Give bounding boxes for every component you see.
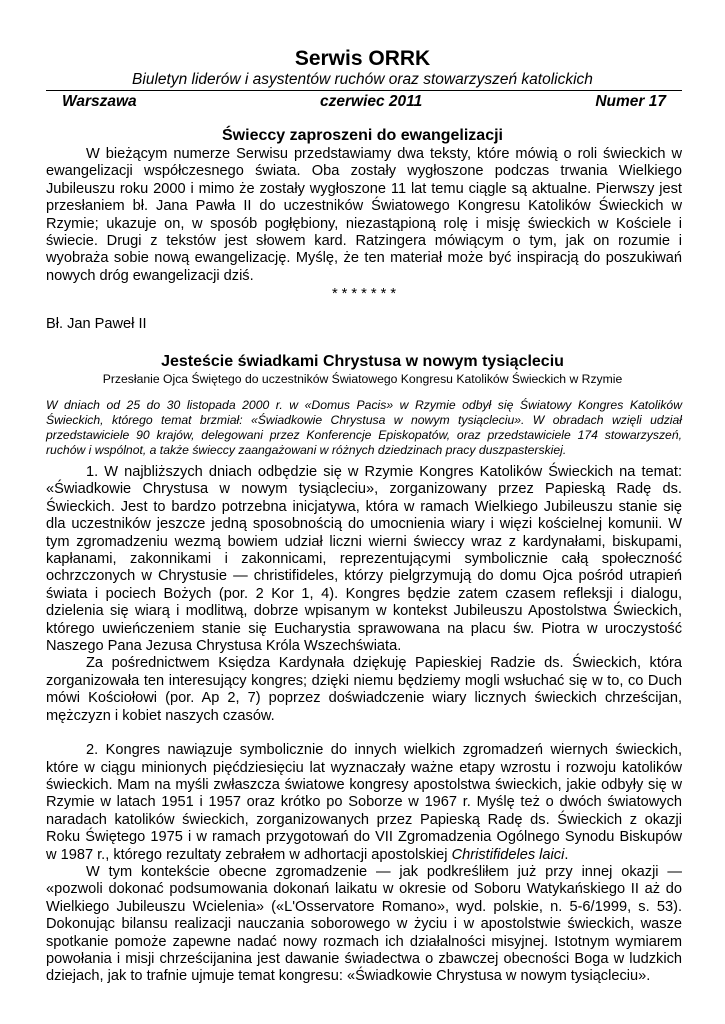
newsletter-subtitle: Biuletyn liderów i asystentów ruchów oraz stowarzyszeń katolickich (132, 71, 593, 88)
newsletter-title: Serwis ORRK (294, 47, 431, 70)
intro-section (46, 146, 682, 304)
article-heading: Jesteście świadkami Chrystusa w nowym tysiącleciu (161, 353, 564, 370)
issue-location: Warszawa (62, 93, 137, 110)
article-paragraph: W tym kontekście obecne zgromadzenie — jak podkreśliłem już przy innej okazji — «pozwoli dokonać podsumowania dokonań laikatu w okresie od Soboru Watykańskiego II aż do Wielkiego Jubileuszu Wcielenia» («L'Osservatore Romano», wyd. polskie, n. 5-6/1999, s. 53). Dokonując bilansu realizacji nauczania soborowego w życiu i w apostolstwie świeckich, wasze spotkanie pomoże zapewne nadać nowy rozmach ich działalności misyjnej. Istotnym wymiarem powołania i misji chrześcijanina jest dawanie świadectwa o zbawczej obecności Boga w ludzkich dziejach, jak to trafnie ujmuje temat kongresu: «Świadkowie Chrystusa w nowym tysiącleciu». (46, 863, 682, 985)
article-body (46, 464, 682, 986)
article-lead (46, 398, 682, 458)
issue-meta (62, 92, 666, 112)
section-separator: * * * * * * * (331, 286, 397, 303)
paragraph-text: 2. Kongres nawiązuje symbolicznie do innych wielkich zgromadzeń wiernych świeckich, które w ciągu minionych pięćdziesięciu lat wyznaczały ważne etapy wzrostu i rozwoju katolików świeckich. Mam na myśli zwłaszcza światowe kongresy apostolstwa świeckich, jakie odbyły się w Rzymie w latach 1951 i 1957 oraz krótko po Soborze w 1967 r. Myślę też o dwóch światowych naradach katolików świeckich, zorganizowanych przez Papieską Radę ds. Świeckich z okazji Roku Świętego 1975 i w ramach przygotowań do VII Zgromadzenia Ogólnego Synodu Biskupów w 1987 r., którego rezultaty zebrałem w adhortacji apostolskiej (46, 742, 682, 863)
author-name: Bł. Jan Paweł II (46, 316, 147, 332)
article-author (46, 316, 682, 333)
article-paragraph (46, 742, 682, 864)
article-paragraph: Za pośrednictwem Księdza Kardynała dziękuję Papieskiej Radzie ds. Świeckich, która zorganizowała ten interesujący kongres; dzięki niemu będziemy mogli wsłuchać się w to, co Duch mówi Kościołowi (por. Ap 2, 7) poprzez doświadczenie wiary licznych świeckich chrześcijan, mężczyzn i kobiet naszych czasów. (46, 655, 682, 724)
intro-paragraph: W bieżącym numerze Serwisu przedstawiamy dwa teksty, które mówią o roli świeckich w ewangelizacji współczesnego świata. Oba zostały wygłoszone podczas trwania Wielkiego Jubileuszu roku 2000 i mimo że zostały wygłoszone 11 lat temu ciągle są aktualne. Pierwszy jest przesłaniem bł. Jana Pawła II do uczestników Światowego Kongresu Katolików Świeckich w Rzymie; ukazuje on, w sposób pogłębiony, niezastąpioną rolę i misję świeckich w Kościele i świecie. Drugi z tekstów jest słowem kard. Ratzingera mówiącym o tym, jak on rozumie i wyobraża sobie nową ewangelizację. Myślę, że ten materiał może być inspiracją do poszukiwań nowych dróg ewangelizacji dziś. (46, 146, 682, 284)
intro-heading: Świeccy zaproszeni do ewangelizacji (222, 127, 503, 144)
issue-date: czerwiec 2011 (320, 93, 423, 110)
document-title-italic: Christifideles laici (451, 846, 565, 863)
paragraph-text: . (564, 846, 569, 863)
header-divider (46, 90, 682, 91)
article-subheading: Przesłanie Ojca Świętego do uczestników Światowego Kongresu Katolików Świeckich w Rzymie (102, 372, 623, 386)
lead-paragraph: W dniach od 25 do 30 listopada 2000 r. w «Domus Pacis» w Rzymie odbył się Światowy Kongres Katolików Świeckich, którego temat brzmiał: «Świadkowie Chrystusa w nowym tysiącleciu». W obradach wzięli udział przedstawiciele 90 krajów, delegowani przez Konferencje Episkopatów, oraz przedstawiciele 174 stowarzyszeń, ruchów i wspólnot, a także świeccy zaangażowani w różnych dziedzinach pracy duszpasterskiej. (46, 398, 682, 457)
article-paragraph: 1. W najbliższych dniach odbędzie się w Rzymie Kongres Katolików Świeckich na temat: «Świadkowie Chrystusa w nowym tysiącleciu», zorganizowany przez Papieską Radę ds. Świeckich. Jest to bardzo potrzebna inicjatywa, która w ramach Wielkiego Jubileuszu stanie się dla uczestników jeszcze jedną sposobnością do umocnienia wiary i więzi kościelnej komunii. W tym zgromadzeniu wezmą bowiem udział liczni wierni świeccy wraz z kardynałami, biskupami, kapłanami, zakonnikami i zakonnicami, reprezentującymi symbolicznie całą społeczność ochrzczonych w Chrystusie — christifideles, którzy pielgrzymują do domu Ojca pośród utrapień świata i pociech Bożych (por. 2 Kor 1, 4). Kongres będzie zatem czasem refleksji i dialogu, dzielenia się wiarą i modlitwą, dobrze wpisanym w kontekst Jubileuszu Apostolstwa Świeckich, którego uwieńczeniem stanie się Eucharystia sprawowana na placu św. Piotra w uroczystość Naszego Pana Jezusa Chrystusa Króla Wszechświata. (46, 464, 682, 655)
issue-number: Numer 17 (595, 93, 666, 110)
